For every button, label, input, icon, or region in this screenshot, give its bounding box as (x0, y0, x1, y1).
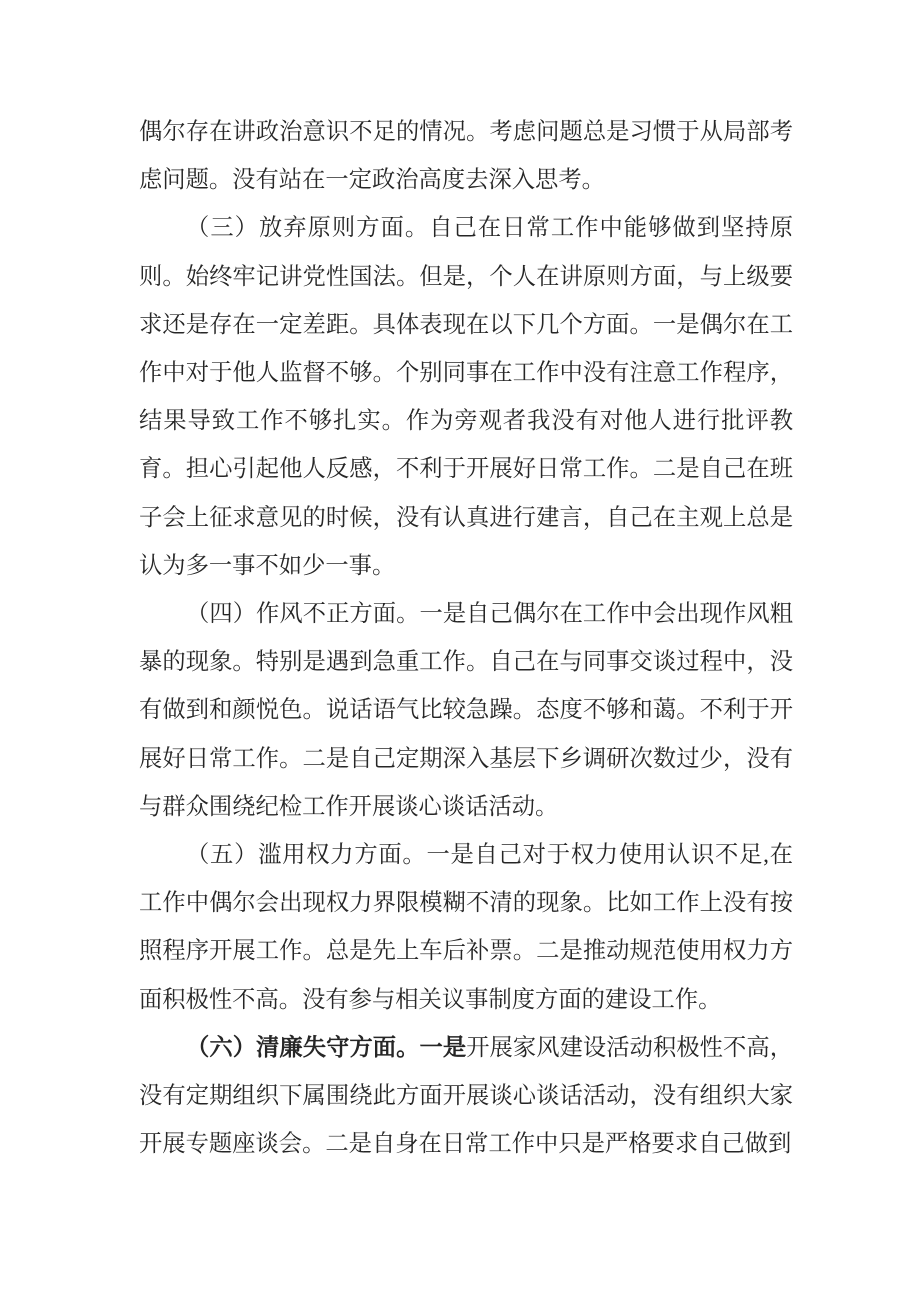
paragraph-section-6-text: 开展家风建设活动积极性不高，没有定期组织下属围绕此方面开展谈心谈话活动，没有组织大家开展专题座谈会。二是自身在日常工作中只是严格要求自己做到 (139, 1034, 794, 1158)
paragraph-section-3-abandon-principles (139, 204, 793, 590)
paragraph-section-5-text: （五）滥用权力方面。一是自己对于权力使用认识不足,在工作中偶尔会出现权力界限模糊不清的现象。比如工作上没有按照程序开展工作。总是先上车后补票。二是推动规范使用权力方面积极性不高。没有参与相关议事制度方面的建设工作。 (139, 842, 793, 1013)
paragraph-section-4-text: （四）作风不正方面。一是自己偶尔在工作中会出现作风粗暴的现象。特别是遇到急重工作。自己在与同事交谈过程中，没有做到和颜悦色。说话语气比较急躁。态度不够和蔼。不利于开展好日常工作。二是自己定期深入基层下乡调研次数过少，没有与群众围绕纪检工作开展谈心谈话活动。 (139, 601, 793, 820)
paragraph-section-6-integrity-failure (139, 1024, 793, 1169)
paragraph-section-5-abuse-of-power (139, 831, 793, 1024)
paragraph-section-3-text: （三）放弃原则方面。自己在日常工作中能够做到坚持原则。始终牢记讲党性国法。但是，个人在讲原则方面，与上级要求还是存在一定差距。具体表现在以下几个方面。一是偶尔在工作中对于他人监督不够。个别同事在工作中没有注意工作程序，结果导致工作不够扎实。作为旁观者我没有对他人进行批评教育。担心引起他人反感，不利于开展好日常工作。二是自己在班子会上征求意见的时候，没有认真进行建言，自己在主观上总是认为多一事不如少一事。 (139, 215, 793, 579)
paragraph-section-4-improper-workstyle (139, 590, 793, 831)
document-text-block (139, 108, 793, 1168)
paragraph-continuation-text: 偶尔存在讲政治意识不足的情况。考虑问题总是习惯于从局部考虑问题。没有站在一定政治高度去深入思考。 (139, 119, 793, 194)
paragraph-continuation (139, 108, 793, 204)
paragraph-section-6-bold-lead: （六）清廉失守方面。一是 (186, 1034, 467, 1061)
